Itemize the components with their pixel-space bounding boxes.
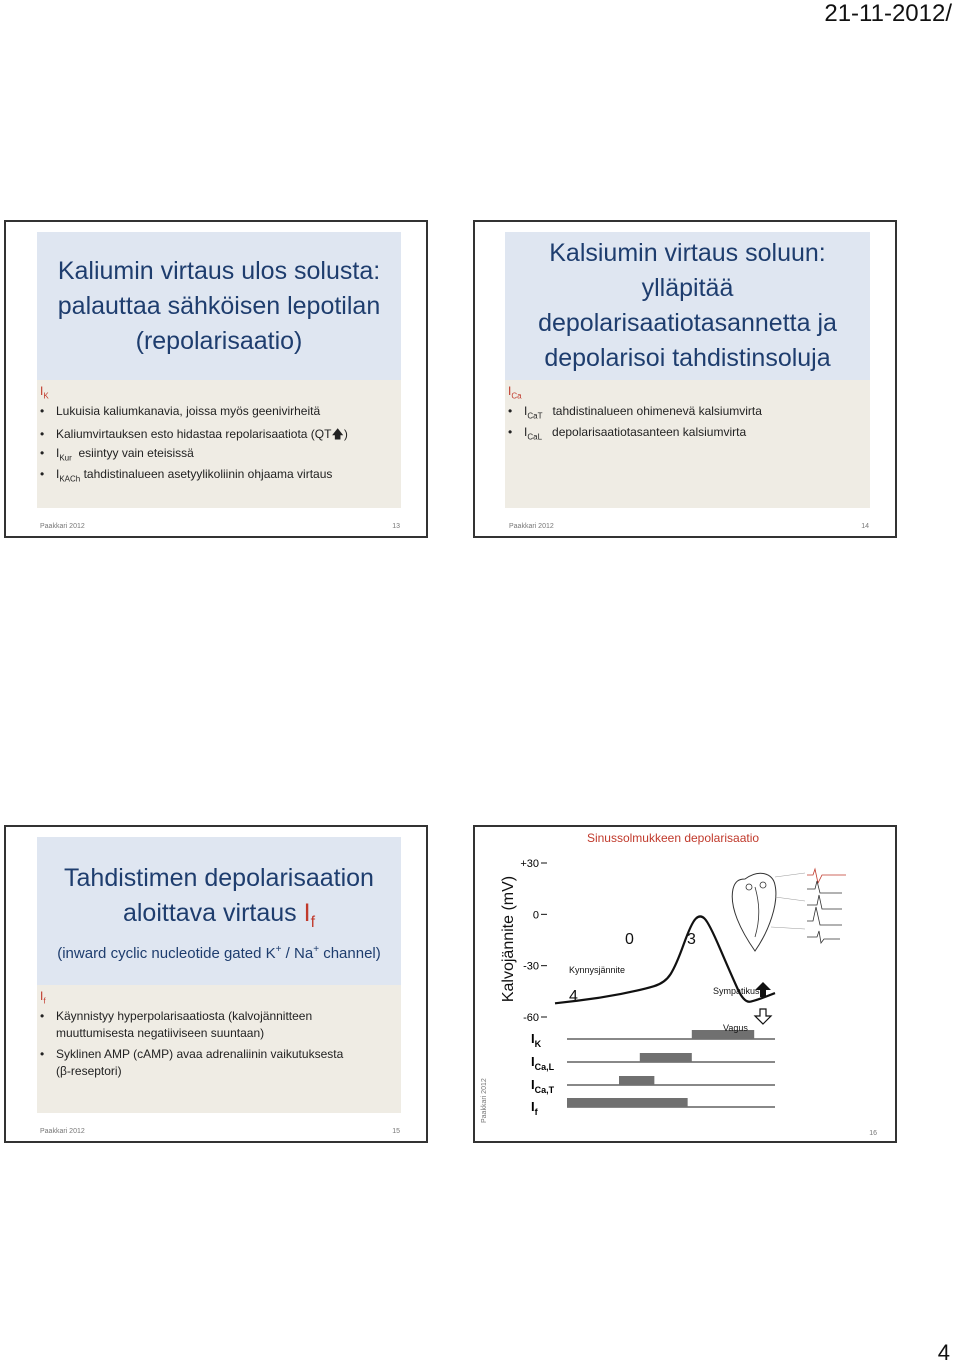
title-subtitle: (inward cyclic nucleotide gated K+ / Na+ channel): [57, 943, 381, 962]
y-tick-label: 0: [532, 909, 539, 922]
slide-number: 16: [869, 1130, 877, 1137]
y-tick-label: -60: [523, 1012, 539, 1024]
current-bar: [640, 1053, 692, 1062]
title-line: depolarisaatiotasannetta ja: [538, 309, 837, 337]
phase-3-label: 3: [687, 931, 696, 948]
arrow-up-icon: 🡅: [331, 427, 344, 441]
title-line: Kalsiumin virtaus soluun:: [549, 239, 826, 267]
current-bar: [567, 1098, 688, 1107]
slide-footer-author: Paakkari 2012: [40, 523, 85, 530]
current-label: $I_{Ca,T}$: [531, 1077, 555, 1095]
slide-15: [4, 825, 428, 1143]
sympathetic-label: Sympatikus: [713, 986, 760, 996]
heart-conduction-illustration: [732, 869, 846, 951]
bullet: • Kaliumvirtauksen esto hidastaa repolarisaatiota (QT🡅): [40, 427, 348, 441]
bullet-continuation: muuttumisesta negatiiviseen suuntaan): [56, 1026, 265, 1040]
slide-number: 14: [861, 523, 869, 530]
title-line: Tahdistimen depolarisaation: [64, 863, 374, 892]
bullet: • $I_{CaT}$ tahdistinalueen ohimenevä kalsiumvirta: [508, 404, 762, 421]
slide-footer-author: Paakkari 2012: [40, 1128, 85, 1135]
y-ticks: [520, 858, 547, 1024]
page-number: 4: [937, 1340, 950, 1365]
slide-body: [37, 380, 401, 508]
vagus-label: Vagus: [723, 1023, 748, 1033]
slide-title: [505, 232, 870, 380]
section-label: $I_{Ca}$: [508, 384, 522, 401]
page-date: 21-11-2012/: [824, 0, 952, 27]
slide-footer-author: Paakkari 2012: [509, 523, 554, 530]
slide-body: [37, 985, 401, 1113]
phase-4-label: 4: [569, 988, 578, 1005]
current-label: $I_f$: [531, 1099, 538, 1117]
title-line: depolarisoi tahdistinsoluja: [544, 344, 831, 372]
slide-title: [37, 837, 401, 985]
bullet: • Lukuisia kaliumkanavia, joissa myös geenivirheitä: [40, 404, 321, 418]
slide-13: [4, 220, 428, 538]
bullet-continuation: (β-reseptori): [56, 1064, 122, 1078]
bullet: • $I_{KACh}$ tahdistinalueen asetyylikoliinin ohjaama virtaus: [40, 467, 333, 484]
y-axis-label: Kalvojännite (mV): [500, 875, 517, 1003]
bullet: • $I_{CaL}$ depolarisaatiotasanteen kalsiumvirta: [508, 425, 747, 442]
bullet: • Käynnistyy hyperpolarisaatiosta (kalvojännitteen: [40, 1009, 313, 1023]
current-labels: [531, 1031, 555, 1117]
title-line: aloittava virtaus $I_f$: [122, 898, 316, 931]
current-label: $I_{Ca,L}$: [531, 1054, 555, 1072]
footer-rotated: Paakkari 2012: [481, 1078, 488, 1123]
title-line: ylläpitää: [641, 274, 734, 302]
current-bar: [619, 1076, 654, 1085]
threshold-label: Kynnysjännite: [569, 965, 626, 975]
section-label: $I_K$: [40, 384, 49, 401]
bullet: • $I_{Kur}$ esiintyy vain eteisissä: [40, 446, 194, 463]
slide-title: [37, 232, 401, 380]
arrow-down-icon: [755, 1009, 771, 1024]
slide-number: 15: [392, 1128, 400, 1135]
title-line: (repolarisaatio): [135, 326, 303, 355]
slide-16: [473, 825, 897, 1143]
section-label: $I_f$: [40, 989, 46, 1006]
current-bars: [567, 1030, 775, 1107]
depolarization-chart: [475, 827, 899, 1145]
title-line: palauttaa sähköisen lepotilan: [57, 291, 381, 320]
y-tick-label: -30: [523, 960, 539, 973]
title-line: Kaliumin virtaus ulos solusta:: [57, 256, 381, 285]
slide-14: [473, 220, 897, 538]
bullet: • Syklinen AMP (cAMP) avaa adrenaliinin vaikutuksesta: [40, 1047, 344, 1061]
slide-number: 13: [392, 523, 400, 530]
current-label: $I_K$: [531, 1031, 542, 1049]
chart-title: Sinussolmukkeen depolarisaatio: [586, 831, 760, 845]
y-tick-label: +30: [520, 858, 539, 870]
phase-0-label: 0: [625, 931, 634, 948]
slide-body: [505, 380, 870, 508]
